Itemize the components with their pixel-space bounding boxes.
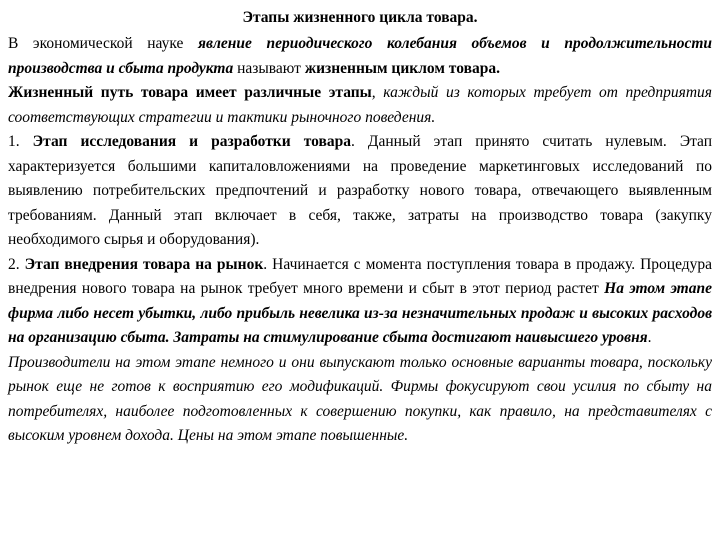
stages-intro-italic: , каждый из которых требует от предприятия соответствующих стратегии и тактики рыночного поведения. (8, 84, 712, 126)
paragraph-definition (8, 32, 712, 81)
paragraph-stages-intro (8, 81, 712, 130)
paragraph-stage-2 (8, 253, 712, 351)
definition-link-text: называют (233, 59, 305, 77)
stage-1-number: 1. (8, 133, 33, 150)
paragraph-producers: Производители на этом этапе немного и они выпускают только основные варианты товара, поскольку рынок еще не готов к восприятию его модификаций. Фирмы фокусируют свои усилия по сбыту на потребителях, наиболее подготовленных к совершению покупки, как правило, на представителях с высоким уровнем дохода. Цены на этом этапе повышенные. (8, 353, 712, 444)
stage-2-end: . (647, 329, 652, 346)
stage-1-body: . Данный этап принято считать нулевым. Этап характеризуется большими капиталовложениями на проведение маркетинговых исследований по выявлению потребительских предпочтений и разработку нового товара, отвечающего выявленным требованиям. Данный этап включает в себя, также, затраты на производство товара (закупку необходимого сырья и оборудования). (8, 133, 712, 248)
page-title: Этапы жизненного цикла товара. (242, 9, 478, 26)
stage-2-body: . Начинается с момента поступления товара в продажу. Процедура внедрения нового товара на рынок требует много времени и сбыт в этот период растет (8, 255, 713, 297)
definition-emphasis: явление периодического колебания объемов и продолжительности производства и сбыта продукта (8, 35, 712, 77)
paragraph-stage-1 (8, 130, 712, 253)
definition-lead-text: В экономической науке (8, 35, 199, 52)
stage-2-number: 2. (8, 255, 25, 273)
stage-2-heading: Этап внедрения товара на рынок (24, 255, 264, 273)
stage-1-heading: Этап исследования и разработки товара (32, 133, 351, 150)
stages-intro-bold: Жизненный путь товара имеет различные этапы (8, 84, 372, 101)
definition-term: жизненным циклом товара. (304, 59, 500, 77)
stage-2-emphasis: На этом этапе фирма либо несет убытки, либо прибыль невелика из-за незначительных продаж и высоких расходов на организацию сбыта. Затраты на стимулирование сбыта достигают наивысшего уровня (8, 280, 712, 346)
